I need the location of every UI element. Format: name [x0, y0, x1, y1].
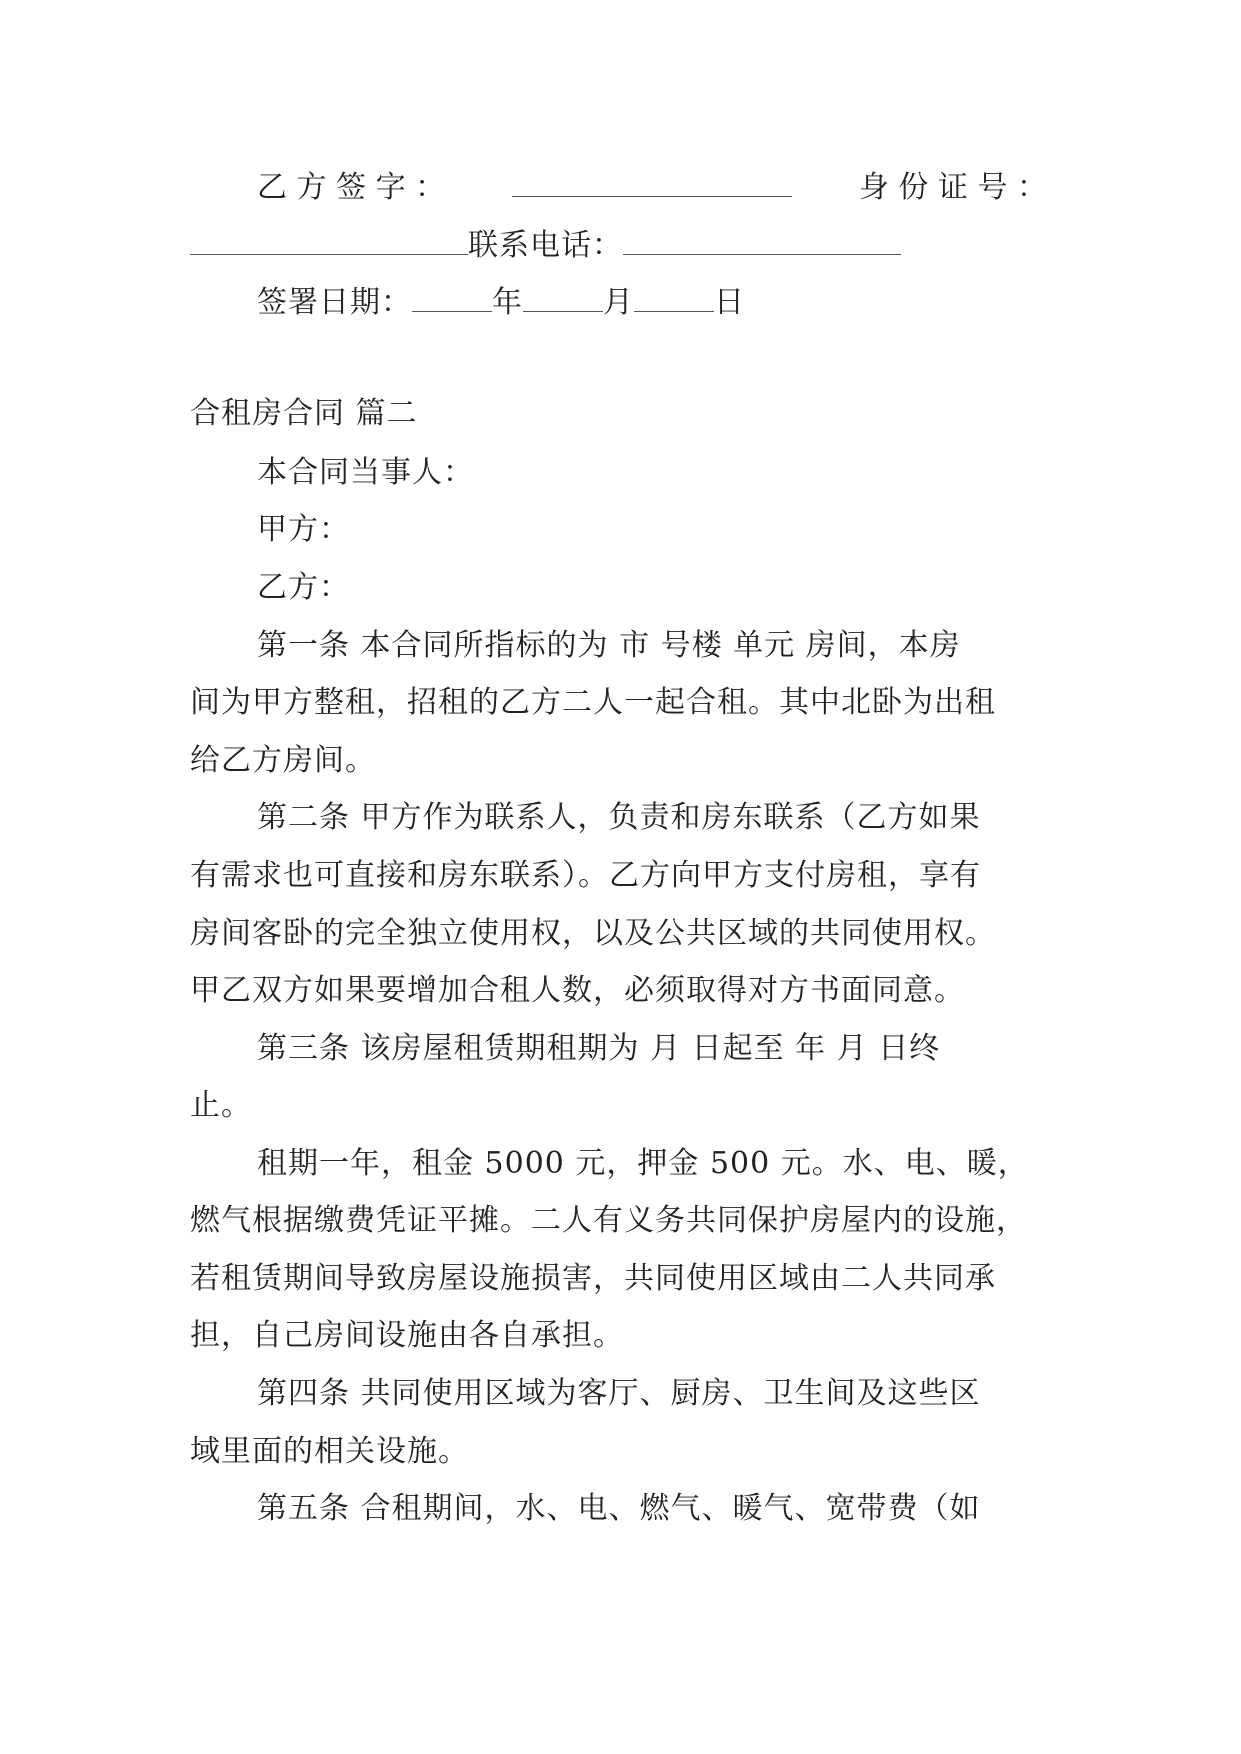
party-b-line: 乙方： [257, 570, 350, 605]
phone-blank [623, 232, 901, 255]
party-a-line: 甲方： [257, 512, 350, 547]
month-blank [523, 289, 603, 312]
article-2-line-3: 房间客卧的完全独立使用权，以及公共区域的共同使用权。 [190, 916, 996, 951]
section-title: 合租房合同 篇二 [190, 396, 418, 431]
party-b-signature-blank [512, 174, 792, 197]
article-4-line-1: 第四条 共同使用区域为客厅、厨房、卫生间及这些区 [257, 1376, 981, 1411]
article-1-line-2: 间为甲方整租，招租的乙方二人一起合租。其中北卧为出租 [190, 685, 996, 720]
rent-terms-line-1: 租期一年，租金 5000 元，押金 500 元。水、电、暖， [257, 1146, 1029, 1181]
article-5-line-1: 第五条 合租期间，水、电、燃气、暖气、宽带费（如 [257, 1491, 981, 1526]
month-label: 月 [603, 285, 634, 320]
date-row [257, 285, 745, 321]
parties-heading: 本合同当事人： [257, 455, 474, 490]
id-number-label: 身 份 证 号 ： [858, 170, 1047, 205]
article-2-line-4: 甲乙双方如果要增加合租人数，必须取得对方书面同意。 [190, 973, 965, 1008]
article-1-line-3: 给乙方房间。 [190, 743, 376, 778]
article-3-line-2: 止。 [190, 1088, 252, 1123]
id-number-blank [190, 232, 468, 255]
party-b-signature-label: 乙 方 签 字 ： [257, 170, 446, 205]
rent-terms-line-2: 燃气根据缴费凭证平摊。二人有义务共同保护房屋内的设施， [190, 1203, 1027, 1238]
article-2-line-2: 有需求也可直接和房东联系）。乙方向甲方支付房租，享有 [190, 858, 981, 893]
day-blank [634, 289, 714, 312]
contact-row [190, 228, 901, 264]
year-blank [412, 289, 492, 312]
article-4-line-2: 域里面的相关设施。 [190, 1434, 469, 1469]
date-label: 签署日期： [257, 285, 412, 320]
article-1-line-1: 第一条 本合同所指标的为 市 号楼 单元 房间，本房 [257, 628, 961, 663]
rent-terms-line-3: 若租赁期间导致房屋设施损害，共同使用区域由二人共同承 [190, 1261, 996, 1296]
signature-row [257, 170, 1047, 206]
phone-label: 联系电话： [468, 228, 623, 263]
day-label: 日 [714, 285, 745, 320]
article-3-line-1: 第三条 该房屋租赁期租期为 月 日起至 年 月 日终 [257, 1031, 941, 1066]
year-label: 年 [492, 285, 523, 320]
article-2-line-1: 第二条 甲方作为联系人，负责和房东联系（乙方如果 [257, 800, 981, 835]
rent-terms-line-4: 担，自己房间设施由各自承担。 [190, 1318, 624, 1353]
